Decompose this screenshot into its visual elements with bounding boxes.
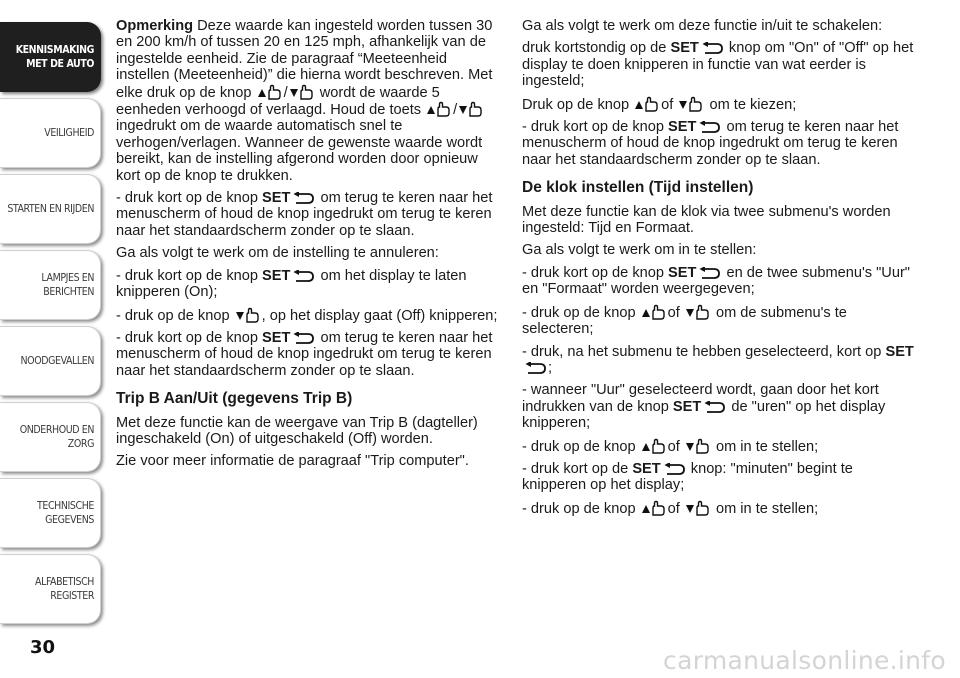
- return-arrow-icon: [291, 192, 315, 205]
- text: knop om "On" of "Off" op het display te doen knipperen in functie van wat eerder is ingesteld;: [522, 40, 914, 90]
- note-paragraph: [116, 18, 500, 184]
- text: - druk op de knop: [522, 438, 636, 455]
- set-key-label: SET: [670, 40, 699, 57]
- paragraph: [522, 461, 914, 494]
- down-arrow-hand-icon: [678, 96, 704, 112]
- tab-label: TECHNISCHE GEGEVENS: [37, 500, 94, 526]
- text: - druk kort op de knop: [522, 119, 664, 136]
- text: en de twee submenu's "Uur" en "Formaat" worden weergegeven;: [522, 264, 910, 298]
- text: - druk kort op de knop: [522, 264, 664, 281]
- text: Druk op de knop: [522, 96, 630, 113]
- tab-label: LAMPJES EN BERICHTEN: [41, 272, 94, 298]
- paragraph: [522, 119, 914, 168]
- up-arrow-hand-icon: [634, 96, 660, 112]
- paragraph: [522, 344, 914, 377]
- text: - druk kort op de knop: [116, 190, 258, 207]
- tab-lampjes-en-berichten[interactable]: [0, 250, 101, 320]
- text: , op het display gaat (Off) knipperen;: [261, 307, 498, 324]
- return-arrow-icon: [291, 270, 315, 283]
- note-label: Opmerking: [116, 18, 194, 34]
- text: om terug te keren naar het menuscherm of houd de knop ingedrukt om terug te keren naar het standaardscherm zonder op te slaan.: [116, 329, 493, 379]
- text: /: [283, 84, 288, 101]
- text: Deze waarde kan ingesteld worden tussen 30 en 200 km/h of tussen 20 en 125 mph, afhankelijk van de ingestelde eenheid. Zie de paragraaf “Meeteenheid instellen (Meeteenheid)” die hierna wordt beschreven. Met elke druk op de knop: [116, 18, 493, 101]
- text: - druk op de knop: [116, 307, 230, 324]
- text: - druk op de knop: [522, 500, 636, 517]
- tab-veiligheid[interactable]: [0, 98, 101, 168]
- paragraph: [522, 438, 914, 455]
- tab-alfabetisch-register[interactable]: [0, 554, 101, 624]
- return-arrow-icon: [291, 332, 315, 345]
- text: om in te stellen;: [715, 500, 819, 517]
- section-heading: Trip B Aan/Uit (gegevens Trip B): [116, 390, 353, 408]
- text: of: [667, 438, 680, 455]
- tab-kennismaking[interactable]: [0, 22, 101, 92]
- text: of: [667, 500, 680, 517]
- down-arrow-hand-icon: [235, 307, 261, 323]
- down-arrow-hand-icon: [458, 101, 484, 117]
- text: - druk kort op de knop: [116, 267, 258, 284]
- text: om terug te keren naar het menuscherm of houd de knop ingedrukt om terug te keren naar het standaardscherm zonder op te slaan.: [116, 190, 493, 239]
- text: - druk kort op de: [522, 460, 629, 477]
- watermark: carmanualsonline.info: [663, 646, 946, 675]
- text: /: [453, 102, 458, 119]
- paragraph: [522, 265, 914, 298]
- paragraph: [522, 304, 914, 338]
- paragraph: [116, 268, 500, 301]
- tab-label: VEILIGHEID: [44, 127, 94, 139]
- up-arrow-hand-icon: [641, 304, 667, 320]
- tab-starten-en-rijden[interactable]: [0, 174, 101, 244]
- paragraph: Ga als volgt te werk om de instelling te annuleren:: [116, 245, 439, 262]
- text: - wanneer "Uur" geselecteerd wordt, gaan door het kort indrukken van de knop: [522, 382, 879, 415]
- text: ingedrukt om de waarde automatisch snel te verhogen/verlagen. Wanneer de gewenste waarde wordt bereikt, kan de instelling afgerond worden door opnieuw kort op de knop te drukken.: [116, 118, 483, 184]
- paragraph: [116, 307, 500, 324]
- up-arrow-hand-icon: [257, 84, 283, 100]
- text: knop: "minuten" begint te knipperen op het display;: [522, 460, 853, 494]
- tab-onderhoud-en-zorg[interactable]: [0, 402, 101, 472]
- paragraph: Zie voor meer informatie de paragraaf "Trip computer".: [116, 453, 469, 470]
- paragraph: [116, 190, 500, 239]
- text: of: [661, 96, 674, 113]
- text: om de submenu's te selecteren;: [522, 304, 847, 338]
- set-key-label: SET: [262, 190, 291, 207]
- left-column: [116, 18, 500, 476]
- return-arrow-icon: [700, 42, 724, 55]
- return-arrow-icon: [697, 121, 721, 134]
- right-column: [522, 18, 914, 523]
- paragraph: Ga als volgt te werk om deze functie in/uit te schakelen:: [522, 18, 883, 34]
- paragraph: Ga als volgt te werk om in te stellen:: [522, 242, 757, 259]
- paragraph: [522, 96, 914, 113]
- down-arrow-hand-icon: [289, 84, 315, 100]
- text: - druk, na het submenu te hebben geselecteerd, kort op: [522, 343, 882, 360]
- up-arrow-hand-icon: [641, 500, 667, 516]
- text: om in te stellen;: [715, 438, 819, 455]
- paragraph: [522, 40, 914, 89]
- set-key-label: SET: [668, 119, 697, 136]
- paragraph: Met deze functie kan de klok via twee submenu's worden ingesteld: Tijd en Formaat.: [522, 203, 891, 237]
- set-key-label: SET: [672, 398, 702, 415]
- paragraph: [116, 330, 500, 379]
- text: om het display te laten knipperen (On);: [116, 267, 467, 301]
- return-arrow-icon: [702, 401, 726, 414]
- paragraph: [522, 500, 914, 517]
- paragraph: Met deze functie kan de weergave van Trip B (dagteller) ingeschakeld (On) of uitgeschakeld (Off) worden.: [116, 414, 478, 447]
- return-arrow-icon: [697, 267, 721, 280]
- text: of: [667, 304, 680, 321]
- set-key-label: SET: [885, 343, 914, 360]
- tab-label: NOODGEVALLEN: [20, 355, 94, 367]
- text: druk kortstondig op de: [522, 40, 667, 57]
- text: de "uren" op het display knipperen;: [522, 398, 886, 432]
- paragraph: [522, 382, 914, 431]
- text: wordt de waarde 5 eenheden verhoogd of verlaagd. Houd de toets: [116, 84, 440, 119]
- tab-label: ONDERHOUD EN ZORG: [19, 424, 94, 450]
- set-key-label: SET: [632, 460, 661, 477]
- text: - druk kort op de knop: [116, 329, 258, 346]
- set-key-label: SET: [262, 329, 291, 346]
- text: ;: [548, 359, 553, 376]
- tab-noodgevallen[interactable]: [0, 326, 101, 396]
- return-arrow-icon: [523, 362, 547, 375]
- tab-label: STARTEN EN RIJDEN: [7, 203, 94, 215]
- tab-label: KENNISMAKING MET DE AUTO: [15, 44, 94, 70]
- down-arrow-hand-icon: [685, 500, 711, 516]
- section-heading: De klok instellen (Tijd instellen): [522, 179, 754, 197]
- up-arrow-hand-icon: [641, 438, 667, 454]
- tab-label: ALFABETISCH REGISTER: [35, 576, 94, 602]
- down-arrow-hand-icon: [685, 304, 711, 320]
- text: om terug te keren naar het menuscherm of houd de knop ingedrukt om terug te keren naar het standaardscherm zonder op te slaan.: [522, 119, 899, 168]
- tab-technische-gegevens[interactable]: [0, 478, 101, 548]
- text: - druk op de knop: [522, 304, 636, 321]
- up-arrow-hand-icon: [426, 101, 452, 117]
- page-number: 30: [30, 637, 56, 658]
- text: om te kiezen;: [709, 96, 797, 113]
- down-arrow-hand-icon: [685, 438, 711, 454]
- set-key-label: SET: [262, 267, 291, 284]
- return-arrow-icon: [662, 463, 686, 476]
- set-key-label: SET: [668, 264, 697, 281]
